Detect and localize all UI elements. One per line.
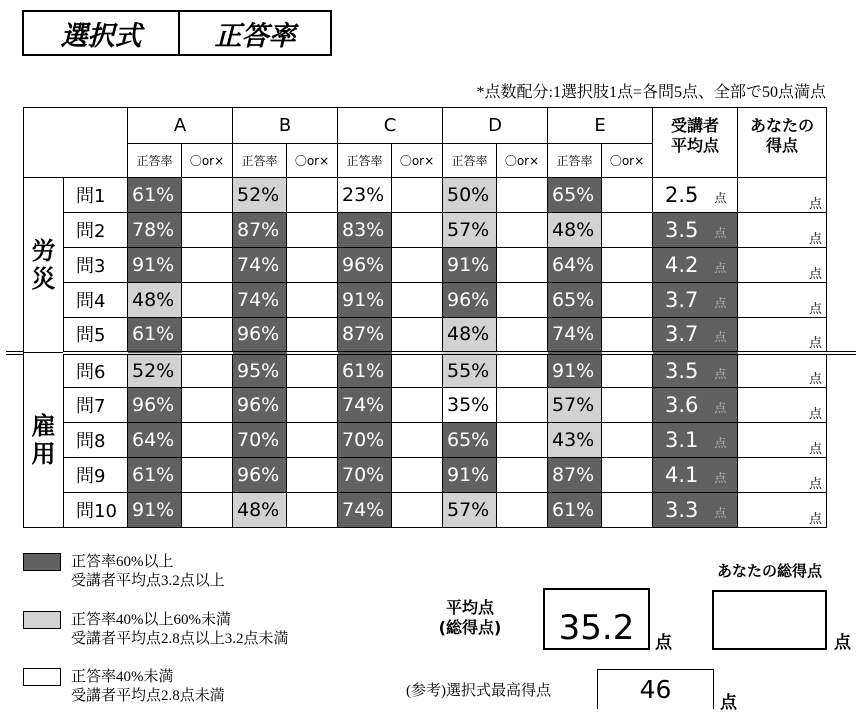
rate-cell-d: 96% xyxy=(443,283,497,318)
avg-score-value: 4.2 xyxy=(665,253,699,277)
avg-score-value: 3.5 xyxy=(665,358,699,383)
legend-swatch-white xyxy=(23,668,61,686)
question-label: 問10 xyxy=(64,493,128,528)
question-row xyxy=(24,248,827,283)
avg-total-label-line1: 平均点 xyxy=(445,598,494,617)
avg-total-value: 35.2 xyxy=(543,588,650,650)
question-label: 問3 xyxy=(64,248,128,283)
rate-cell-d: 57% xyxy=(443,493,497,528)
rate-cell-c: 74% xyxy=(338,493,392,528)
question-label: 問8 xyxy=(64,423,128,458)
rate-cell-e: 65% xyxy=(548,283,602,318)
your-score-cell[interactable] xyxy=(738,318,827,353)
rate-subheader-e: 正答率 xyxy=(548,144,602,178)
mark-cell-b[interactable] xyxy=(287,388,338,423)
rate-cell-a: 61% xyxy=(128,178,182,213)
rate-cell-b: 96% xyxy=(233,458,287,493)
question-row xyxy=(24,213,827,248)
mark-subheader-d: 〇or× xyxy=(497,144,548,178)
mark-subheader-a: 〇or× xyxy=(182,144,233,178)
legend-white-line2: 受講者平均点2.8点未満 xyxy=(71,688,225,704)
rate-subheader-c: 正答率 xyxy=(338,144,392,178)
mark-cell-a[interactable] xyxy=(182,353,233,388)
mark-cell-a[interactable] xyxy=(182,178,233,213)
your-score-unit: 点 xyxy=(808,232,822,247)
question-row xyxy=(24,388,827,423)
rate-cell-a: 91% xyxy=(128,248,182,283)
rate-cell-a: 96% xyxy=(128,388,182,423)
your-score-cell[interactable] xyxy=(738,283,827,318)
your-score-unit: 点 xyxy=(808,335,822,351)
question-label: 問4 xyxy=(64,283,128,318)
mark-cell-c[interactable] xyxy=(392,283,443,318)
rate-cell-e: 61% xyxy=(548,493,602,528)
rate-cell-e: 65% xyxy=(548,178,602,213)
choice-header-b: B xyxy=(233,108,338,144)
mark-cell-a[interactable] xyxy=(182,388,233,423)
mark-cell-d[interactable] xyxy=(497,423,548,458)
rate-cell-b: 48% xyxy=(233,493,287,528)
legend-dark-line1: 正答率60%以上 xyxy=(71,554,174,570)
rate-cell-b: 74% xyxy=(233,283,287,318)
question-label: 問2 xyxy=(64,213,128,248)
mark-cell-a[interactable] xyxy=(182,283,233,318)
mark-cell-d[interactable] xyxy=(497,493,548,528)
avg-score-unit: 点 xyxy=(714,226,727,240)
avg-header-line2: 平均点 xyxy=(670,136,719,155)
question-label: 問5 xyxy=(64,318,128,353)
question-row xyxy=(24,283,827,318)
avg-score-value: 3.6 xyxy=(665,393,699,417)
rate-cell-b: 96% xyxy=(233,318,287,353)
rate-cell-a: 64% xyxy=(128,423,182,458)
mark-cell-b[interactable] xyxy=(287,458,338,493)
your-score-cell[interactable] xyxy=(738,248,827,283)
mark-cell-a[interactable] xyxy=(182,318,233,353)
mark-cell-a[interactable] xyxy=(182,423,233,458)
rate-cell-b: 52% xyxy=(233,178,287,213)
rate-cell-a: 52% xyxy=(128,353,182,388)
avg-score-unit: 点 xyxy=(714,506,727,520)
mark-cell-e[interactable] xyxy=(602,388,653,423)
mark-cell-e[interactable] xyxy=(602,248,653,283)
mark-cell-a[interactable] xyxy=(182,493,233,528)
mark-cell-a[interactable] xyxy=(182,458,233,493)
mark-cell-e[interactable] xyxy=(602,458,653,493)
max-score-unit: 点 xyxy=(720,693,737,713)
avg-total-label-line2: (総得点) xyxy=(438,618,502,637)
mark-subheader-b: 〇or× xyxy=(287,144,338,178)
mark-cell-d[interactable] xyxy=(497,318,548,353)
rate-cell-d: 91% xyxy=(443,248,497,283)
mark-cell-a[interactable] xyxy=(182,248,233,283)
rate-cell-c: 96% xyxy=(338,248,392,283)
group-label-line1: 雇 xyxy=(31,412,56,440)
your-total-input[interactable] xyxy=(712,590,827,650)
mark-cell-d[interactable] xyxy=(497,283,548,318)
rate-cell-e: 43% xyxy=(548,423,602,458)
group-label-line2: 用 xyxy=(31,440,56,468)
avg-score-unit: 点 xyxy=(714,330,727,345)
avg-score-value: 2.5 xyxy=(665,183,699,207)
rate-cell-e: 74% xyxy=(548,318,602,353)
mark-cell-e[interactable] xyxy=(602,493,653,528)
your-score-cell[interactable] xyxy=(738,493,827,528)
separator-line-right xyxy=(826,351,856,355)
question-label: 問9 xyxy=(64,458,128,493)
rate-cell-b: 70% xyxy=(233,423,287,458)
mark-cell-d[interactable] xyxy=(497,248,548,283)
your-score-unit: 点 xyxy=(808,407,822,422)
mark-cell-c[interactable] xyxy=(392,423,443,458)
title-selection: 選択式 xyxy=(24,12,180,54)
mark-cell-c[interactable] xyxy=(392,213,443,248)
mark-cell-c[interactable] xyxy=(392,353,443,388)
rate-cell-d: 50% xyxy=(443,178,497,213)
rate-cell-d: 48% xyxy=(443,318,497,353)
mark-cell-e[interactable] xyxy=(602,213,653,248)
title-accuracy: 正答率 xyxy=(214,20,296,52)
your-score-cell[interactable] xyxy=(738,353,827,388)
rate-cell-e: 64% xyxy=(548,248,602,283)
rate-cell-b: 95% xyxy=(233,353,287,388)
mark-cell-c[interactable] xyxy=(392,493,443,528)
choice-header-e: E xyxy=(548,108,653,144)
group-label-labor-accident xyxy=(24,178,64,353)
max-score-value: 46 xyxy=(597,669,714,709)
rate-subheader-b: 正答率 xyxy=(233,144,287,178)
question-row xyxy=(24,493,827,528)
avg-score-cell xyxy=(653,353,738,388)
avg-score-cell xyxy=(653,283,738,318)
question-row xyxy=(24,178,827,213)
mark-subheader-e: 〇or× xyxy=(602,144,653,178)
mark-cell-b[interactable] xyxy=(287,178,338,213)
question-row xyxy=(24,458,827,493)
avg-score-cell xyxy=(653,318,738,353)
rate-cell-b: 96% xyxy=(233,388,287,423)
avg-score-cell xyxy=(653,213,738,248)
yours-header-line2: 得点 xyxy=(765,136,798,155)
mark-cell-e[interactable] xyxy=(602,353,653,388)
rate-cell-d: 57% xyxy=(443,213,497,248)
your-score-cell[interactable] xyxy=(738,213,827,248)
rate-cell-a: 78% xyxy=(128,213,182,248)
avg-score-unit: 点 xyxy=(714,296,727,310)
mark-cell-b[interactable] xyxy=(287,283,338,318)
avg-score-cell xyxy=(653,248,738,283)
rate-cell-e: 87% xyxy=(548,458,602,493)
rate-cell-c: 23% xyxy=(338,178,392,213)
mark-cell-b[interactable] xyxy=(287,248,338,283)
separator-line-left xyxy=(6,351,24,355)
your-score-unit: 点 xyxy=(808,197,822,212)
avg-score-cell xyxy=(653,423,738,458)
rate-cell-d: 91% xyxy=(443,458,497,493)
corner-cell xyxy=(24,108,128,178)
mark-cell-d[interactable] xyxy=(497,353,548,388)
avg-score-unit: 点 xyxy=(714,471,727,485)
your-score-cell[interactable] xyxy=(738,423,827,458)
question-row xyxy=(24,423,827,458)
avg-score-unit: 点 xyxy=(714,366,727,381)
legend-dark-line2: 受講者平均点3.2点以上 xyxy=(71,573,225,589)
rate-cell-c: 83% xyxy=(338,213,392,248)
avg-score-value: 3.7 xyxy=(665,322,699,347)
group-label-line2: 災 xyxy=(31,265,56,293)
rate-cell-a: 48% xyxy=(128,283,182,318)
question-label: 問1 xyxy=(64,178,128,213)
rate-cell-c: 70% xyxy=(338,458,392,493)
mark-cell-c[interactable] xyxy=(392,248,443,283)
avg-total-unit: 点 xyxy=(655,633,672,653)
rate-cell-a: 61% xyxy=(128,318,182,353)
group-label-line1: 労 xyxy=(31,237,56,265)
scoring-note: *点数配分:1選択肢1点=各問5点、全部で50点満点 xyxy=(476,84,826,101)
question-label: 問7 xyxy=(64,388,128,423)
rate-cell-a: 91% xyxy=(128,493,182,528)
mark-cell-b[interactable] xyxy=(287,318,338,353)
avg-score-cell xyxy=(653,388,738,423)
accuracy-table xyxy=(23,107,827,528)
mark-cell-b[interactable] xyxy=(287,493,338,528)
rate-cell-d: 55% xyxy=(443,353,497,388)
avg-score-value: 3.1 xyxy=(665,428,699,452)
avg-score-unit: 点 xyxy=(714,401,727,415)
question-row xyxy=(24,318,827,353)
choice-header-c: C xyxy=(338,108,443,144)
mark-cell-c[interactable] xyxy=(392,458,443,493)
avg-header-line1: 受講者 xyxy=(670,116,719,135)
your-score-header xyxy=(738,108,827,178)
your-score-unit: 点 xyxy=(808,372,822,387)
your-score-unit: 点 xyxy=(808,442,822,457)
group-label-employment xyxy=(24,353,64,528)
mark-cell-d[interactable] xyxy=(497,388,548,423)
mark-cell-d[interactable] xyxy=(497,178,548,213)
your-total-unit: 点 xyxy=(834,633,851,653)
choice-header-d: D xyxy=(443,108,548,144)
title-box xyxy=(22,10,332,56)
avg-score-value: 4.1 xyxy=(665,463,699,487)
mark-cell-e[interactable] xyxy=(602,283,653,318)
rate-cell-a: 61% xyxy=(128,458,182,493)
mark-cell-b[interactable] xyxy=(287,213,338,248)
avg-score-unit: 点 xyxy=(714,261,727,275)
your-score-unit: 点 xyxy=(808,302,822,317)
mark-cell-a[interactable] xyxy=(182,213,233,248)
question-label: 問6 xyxy=(64,353,128,388)
rate-cell-d: 35% xyxy=(443,388,497,423)
rate-cell-b: 87% xyxy=(233,213,287,248)
rate-subheader-a: 正答率 xyxy=(128,144,182,178)
rate-cell-c: 87% xyxy=(338,318,392,353)
yours-header-line1: あなたの xyxy=(749,116,814,135)
your-score-unit: 点 xyxy=(808,512,822,527)
avg-score-value: 3.7 xyxy=(665,288,699,312)
rate-cell-c: 61% xyxy=(338,353,392,388)
avg-score-cell xyxy=(653,493,738,528)
mark-subheader-c: 〇or× xyxy=(392,144,443,178)
choice-header-a: A xyxy=(128,108,233,144)
avg-score-unit: 点 xyxy=(714,191,727,205)
legend-light-line2: 受講者平均点2.8点以上3.2点未満 xyxy=(71,631,289,647)
your-score-cell[interactable] xyxy=(738,458,827,493)
question-row xyxy=(24,353,827,388)
avg-score-cell xyxy=(653,458,738,493)
rate-cell-b: 74% xyxy=(233,248,287,283)
avg-score-unit: 点 xyxy=(714,436,727,450)
avg-score-cell xyxy=(653,178,738,213)
avg-score-header xyxy=(653,108,738,178)
legend-white-line1: 正答率40%未満 xyxy=(71,669,174,685)
avg-total-label xyxy=(420,598,520,638)
mark-cell-c[interactable] xyxy=(392,318,443,353)
rate-cell-d: 65% xyxy=(443,423,497,458)
mark-cell-e[interactable] xyxy=(602,423,653,458)
mark-cell-d[interactable] xyxy=(497,458,548,493)
max-score-label: (参考)選択式最高得点 xyxy=(406,683,551,699)
legend-swatch-dark xyxy=(23,553,61,571)
rate-cell-e: 57% xyxy=(548,388,602,423)
rate-subheader-d: 正答率 xyxy=(443,144,497,178)
your-score-unit: 点 xyxy=(808,477,822,492)
avg-score-value: 3.5 xyxy=(665,218,699,242)
mark-cell-e[interactable] xyxy=(602,178,653,213)
your-total-label: あなたの総得点 xyxy=(717,562,823,580)
rate-cell-c: 91% xyxy=(338,283,392,318)
mark-cell-c[interactable] xyxy=(392,388,443,423)
mark-cell-d[interactable] xyxy=(497,213,548,248)
mark-cell-c[interactable] xyxy=(392,178,443,213)
your-score-cell[interactable] xyxy=(738,388,827,423)
avg-score-value: 3.3 xyxy=(665,498,699,522)
your-score-unit: 点 xyxy=(808,267,822,282)
legend-light-line1: 正答率40%以上60%未満 xyxy=(71,612,231,628)
rate-cell-e: 48% xyxy=(548,213,602,248)
mark-cell-e[interactable] xyxy=(602,318,653,353)
rate-cell-e: 91% xyxy=(548,353,602,388)
mark-cell-b[interactable] xyxy=(287,423,338,458)
mark-cell-b[interactable] xyxy=(287,353,338,388)
legend-swatch-light xyxy=(23,611,61,629)
your-score-cell[interactable] xyxy=(738,178,827,213)
rate-cell-c: 70% xyxy=(338,423,392,458)
rate-cell-c: 74% xyxy=(338,388,392,423)
